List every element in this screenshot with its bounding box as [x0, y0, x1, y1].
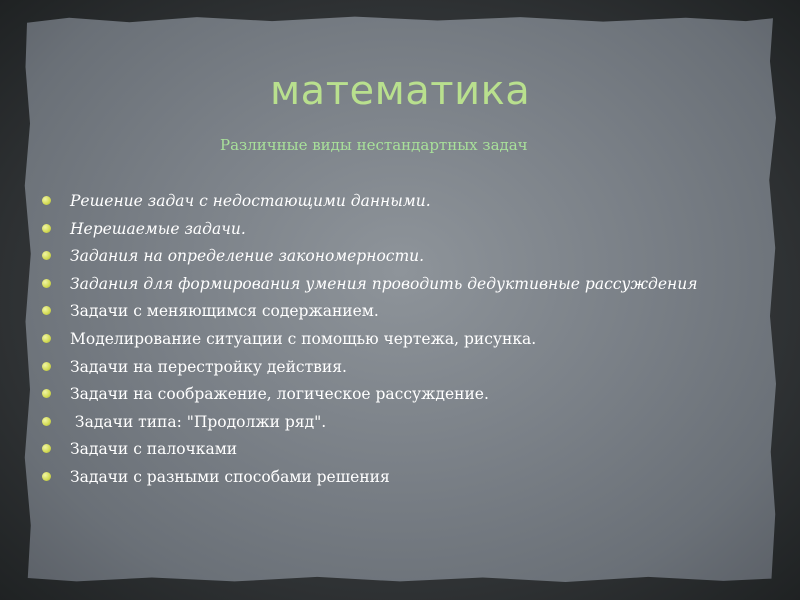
bullet-icon: [42, 472, 51, 481]
bullet-icon: [42, 334, 51, 343]
task-types-list: [40, 192, 740, 496]
list-item: [40, 413, 740, 431]
bullet-icon: [42, 362, 51, 371]
slide-title: математика: [270, 68, 531, 114]
list-item-text: Задачи с палочками: [70, 440, 238, 459]
bullet-icon: [42, 444, 51, 453]
list-item: [40, 247, 740, 265]
list-item-text: Задачи на соображение, логическое рассуждение.: [70, 385, 489, 404]
list-item-text: Моделирование ситуации с помощью чертежа, рисунка.: [70, 329, 537, 348]
list-item: [40, 302, 740, 320]
bullet-icon: [42, 196, 51, 205]
list-item: [40, 468, 740, 486]
list-item: [40, 192, 740, 210]
list-item-text: Решение задач с недостающими данными.: [70, 192, 431, 210]
slide-subtitle: Различные виды нестандартных задач: [220, 136, 528, 154]
bullet-icon: [42, 224, 51, 233]
bullet-icon: [42, 417, 51, 426]
list-item-text: Задачи на перестройку действия.: [70, 357, 347, 376]
list-item-text: Задания для формирования умения проводить дедуктивные рассуждения: [70, 274, 698, 293]
list-item-text: Задачи с меняющимся содержанием.: [70, 302, 379, 321]
list-item-text: Задания на определение закономерности.: [70, 247, 425, 266]
list-item: [40, 440, 740, 458]
list-item: [40, 275, 740, 293]
list-item: [40, 330, 740, 348]
bullet-icon: [42, 389, 51, 398]
list-item-text: Задачи типа: "Продолжи ряд".: [70, 412, 327, 431]
bullet-icon: [42, 306, 51, 315]
bullet-icon: [42, 251, 51, 260]
list-item-text: Нерешаемые задачи.: [70, 219, 246, 238]
bullet-icon: [42, 279, 51, 288]
list-item: [40, 220, 740, 238]
list-item: [40, 385, 740, 403]
list-item: [40, 358, 740, 376]
list-item-text: Задачи с разными способами решения: [70, 467, 390, 486]
